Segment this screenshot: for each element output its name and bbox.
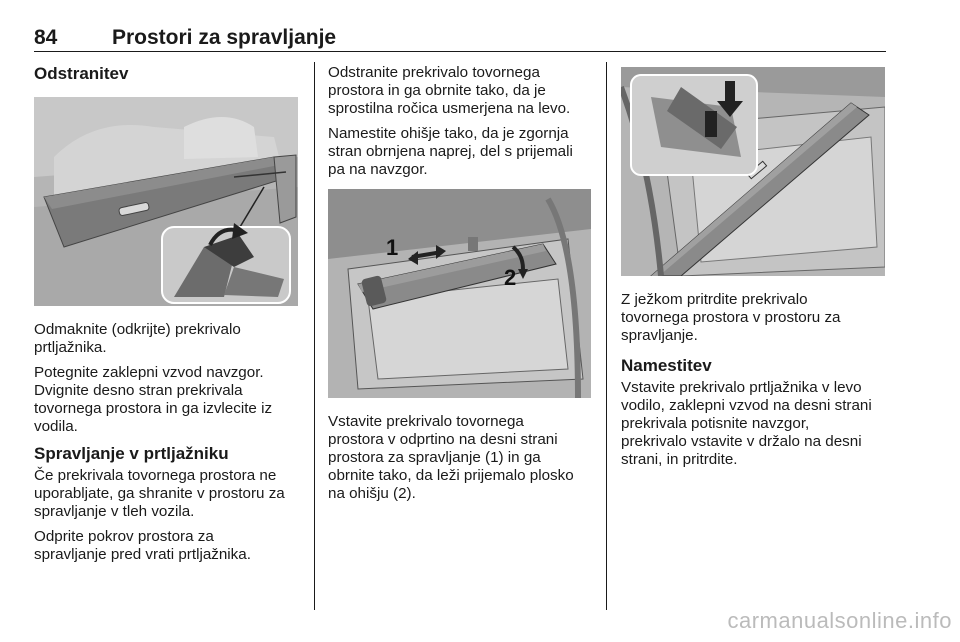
section-heading-installation: Namestitev xyxy=(621,356,712,375)
paragraph-uncover: Odmaknite (odkrijte) prekrivalo prtljažnika. xyxy=(34,321,241,356)
page-number: 84 xyxy=(34,26,58,49)
callout-label-2: 2 xyxy=(504,265,517,290)
illustration-cover-secure-drawing xyxy=(621,67,885,276)
watermark: carmanualsonline.info xyxy=(727,608,952,633)
column-2 xyxy=(328,64,600,186)
column-divider-1 xyxy=(314,62,315,610)
illustration-cover-insert xyxy=(328,189,591,398)
illustration-cover-secure xyxy=(621,67,885,276)
paragraph-open-cover: Odprite pokrov prostora za spravljanje pred vrati prtljažnika. xyxy=(34,528,251,563)
column-2-body xyxy=(328,413,600,510)
section-heading-removal: Odstranitev xyxy=(34,64,129,83)
callout-label-1: 1 xyxy=(386,235,399,260)
illustration-cover-removal-drawing xyxy=(34,97,298,306)
page-header xyxy=(34,26,886,52)
paragraph-turn-cover: Odstranite prekrivalo tovornega prostora in ga obrnite tako, da je sprostilna ročica usmerjena na levo. xyxy=(328,64,571,117)
paragraph-position-housing: Namestite ohišje tako, da je zgornja stran obrnjena naprej, del s prijemali pa na navzgor. xyxy=(328,125,573,178)
column-divider-2 xyxy=(606,62,607,610)
column-1-body xyxy=(34,321,304,571)
illustration-cover-insert-drawing xyxy=(328,189,591,398)
paragraph-install: Vstavite prekrivalo prtljažnika v levo vodilo, zaklepni vzvod na desni strani prekrivala potisnite navzgor, prekrivalo vstavite v držalo na desni strani, in pritrdite. xyxy=(621,379,872,468)
header-rule xyxy=(34,51,886,52)
column-3-body xyxy=(621,291,891,476)
section-heading-storage: Spravljanje v prtljažniku xyxy=(34,444,229,463)
paragraph-pull-lever: Potegnite zaklepni vzvod navzgor. Dvignite desno stran prekrivala tovornega prostora in ga izvlecite iz vodila. xyxy=(34,364,273,435)
paragraph-insert-cover: Vstavite prekrivalo tovornega prostora v odprtino na desni strani prostora za spravljanje (1) in ga obrnite tako, da leži prijemalo plosko na ohišju (2). xyxy=(328,413,574,502)
illustration-cover-removal xyxy=(34,97,298,306)
column-1 xyxy=(34,64,304,89)
paragraph-store: Če prekrivala tovornega prostora ne uporabljate, ga shranite v prostoru za spravljanje v tleh vozila. xyxy=(34,467,285,520)
paragraph-velcro: Z ježkom pritrdite prekrivalo tovornega prostora v prostoru za spravljanje. xyxy=(621,291,841,344)
page-title: Prostori za spravljanje xyxy=(112,26,337,49)
